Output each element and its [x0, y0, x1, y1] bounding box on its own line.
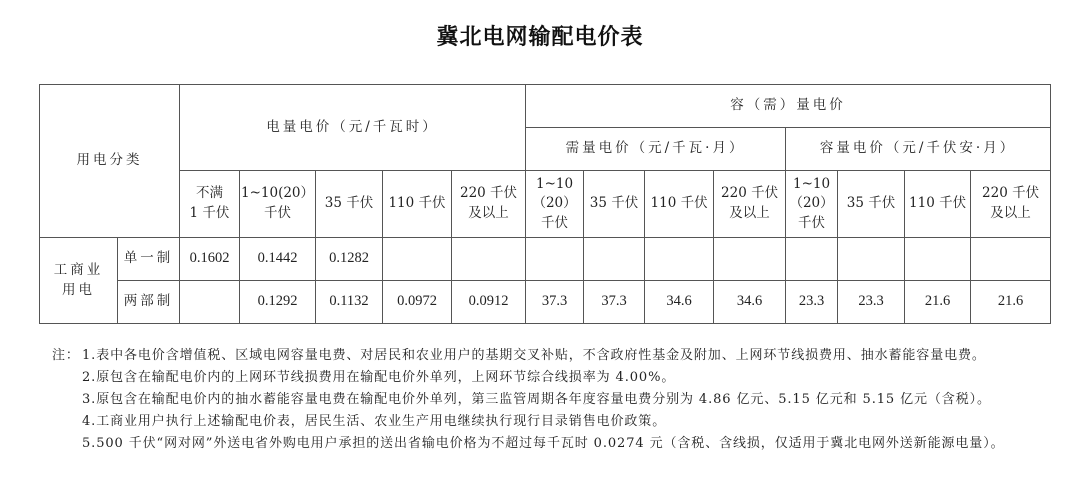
cell-value: 23.3: [786, 281, 838, 324]
cell-value: [452, 238, 526, 281]
row-type: 单一制: [118, 238, 180, 281]
cell-value: 0.1132: [316, 281, 383, 324]
cell-value: 23.3: [838, 281, 905, 324]
cell-value: [971, 238, 1051, 281]
note-item: 注： 1.表中各电价含增值税、区域电网容量电费、对居民和农业用户的基期交叉补贴，不含政府性基金及附加、上网环节线损费用、抽水蓄能容量电费。: [52, 345, 1072, 367]
col-energy-220kv: 220 千伏 及以上: [452, 171, 526, 238]
row-type: 两部制: [118, 281, 180, 324]
cell-value: 0.1282: [316, 238, 383, 281]
cell-value: [383, 238, 452, 281]
table-row: [40, 281, 1051, 324]
cell-value: [714, 238, 786, 281]
cell-value: 0.0972: [383, 281, 452, 324]
table-row: [40, 238, 1051, 281]
cell-value: 0.1292: [240, 281, 316, 324]
col-capacity-110kv: 110 千伏: [905, 171, 971, 238]
col-capacity-220kv: 220 千伏 及以上: [971, 171, 1051, 238]
cell-value: 34.6: [714, 281, 786, 324]
header-energy-price: 电量电价（元/千瓦时）: [180, 85, 526, 171]
cell-value: [526, 238, 584, 281]
cell-value: 34.6: [645, 281, 714, 324]
cell-value: [786, 238, 838, 281]
col-energy-1-10kv: 1~10(20） 千伏: [240, 171, 316, 238]
header-category: 用电分类: [40, 85, 180, 238]
cell-value: [584, 238, 645, 281]
col-energy-35kv: 35 千伏: [316, 171, 383, 238]
note-item: 3.原包含在输配电价内的抽水蓄能容量电费在输配电价外单列，第三监管周期各年度容量电费分别为 4.86 亿元、5.15 亿元和 5.15 亿元（含税）。: [82, 392, 991, 407]
cell-value: [838, 238, 905, 281]
col-demand-35kv: 35 千伏: [584, 171, 645, 238]
cell-value: 0.0912: [452, 281, 526, 324]
cell-value: [645, 238, 714, 281]
cell-value: 37.3: [584, 281, 645, 324]
notes: [52, 345, 1072, 455]
col-energy-below-1kv: 不满 1 千伏: [180, 171, 240, 238]
header-demand-price: 需量电价（元/千瓦·月）: [526, 128, 786, 171]
header-capacity-demand-price: 容（需）量电价: [526, 85, 1051, 128]
col-capacity-1-10kv: 1~10 （20） 千伏: [786, 171, 838, 238]
cell-value: [180, 281, 240, 324]
cell-value: 37.3: [526, 281, 584, 324]
cell-value: 0.1602: [180, 238, 240, 281]
col-demand-1-10kv: 1~10 （20） 千伏: [526, 171, 584, 238]
cell-value: [905, 238, 971, 281]
header-capacity-price: 容量电价（元/千伏安·月）: [786, 128, 1051, 171]
note-item: 4.工商业用户执行上述输配电价表，居民生活、农业生产用电继续执行现行目录销售电价政策。: [82, 414, 667, 429]
tariff-table: [39, 84, 1051, 324]
cell-value: 21.6: [971, 281, 1051, 324]
col-energy-110kv: 110 千伏: [383, 171, 452, 238]
note-item: 5.500 千伏“网对网”外送电省外购电用户承担的送出省输电价格为不超过每千瓦时 0.0274 元（含税、含线损，仅适用于冀北电网外送新能源电量）。: [82, 436, 1005, 451]
col-capacity-35kv: 35 千伏: [838, 171, 905, 238]
page-title: 冀北电网输配电价表: [436, 24, 644, 50]
cell-value: 21.6: [905, 281, 971, 324]
notes-prefix: 注：: [52, 348, 80, 363]
group-label: 工商业 用电: [40, 238, 118, 324]
note-item: 2.原包含在输配电价内的上网环节线损费用在输配电价外单列，上网环节综合线损率为 4.00%。: [82, 370, 676, 385]
col-demand-110kv: 110 千伏: [645, 171, 714, 238]
cell-value: 0.1442: [240, 238, 316, 281]
col-demand-220kv: 220 千伏 及以上: [714, 171, 786, 238]
